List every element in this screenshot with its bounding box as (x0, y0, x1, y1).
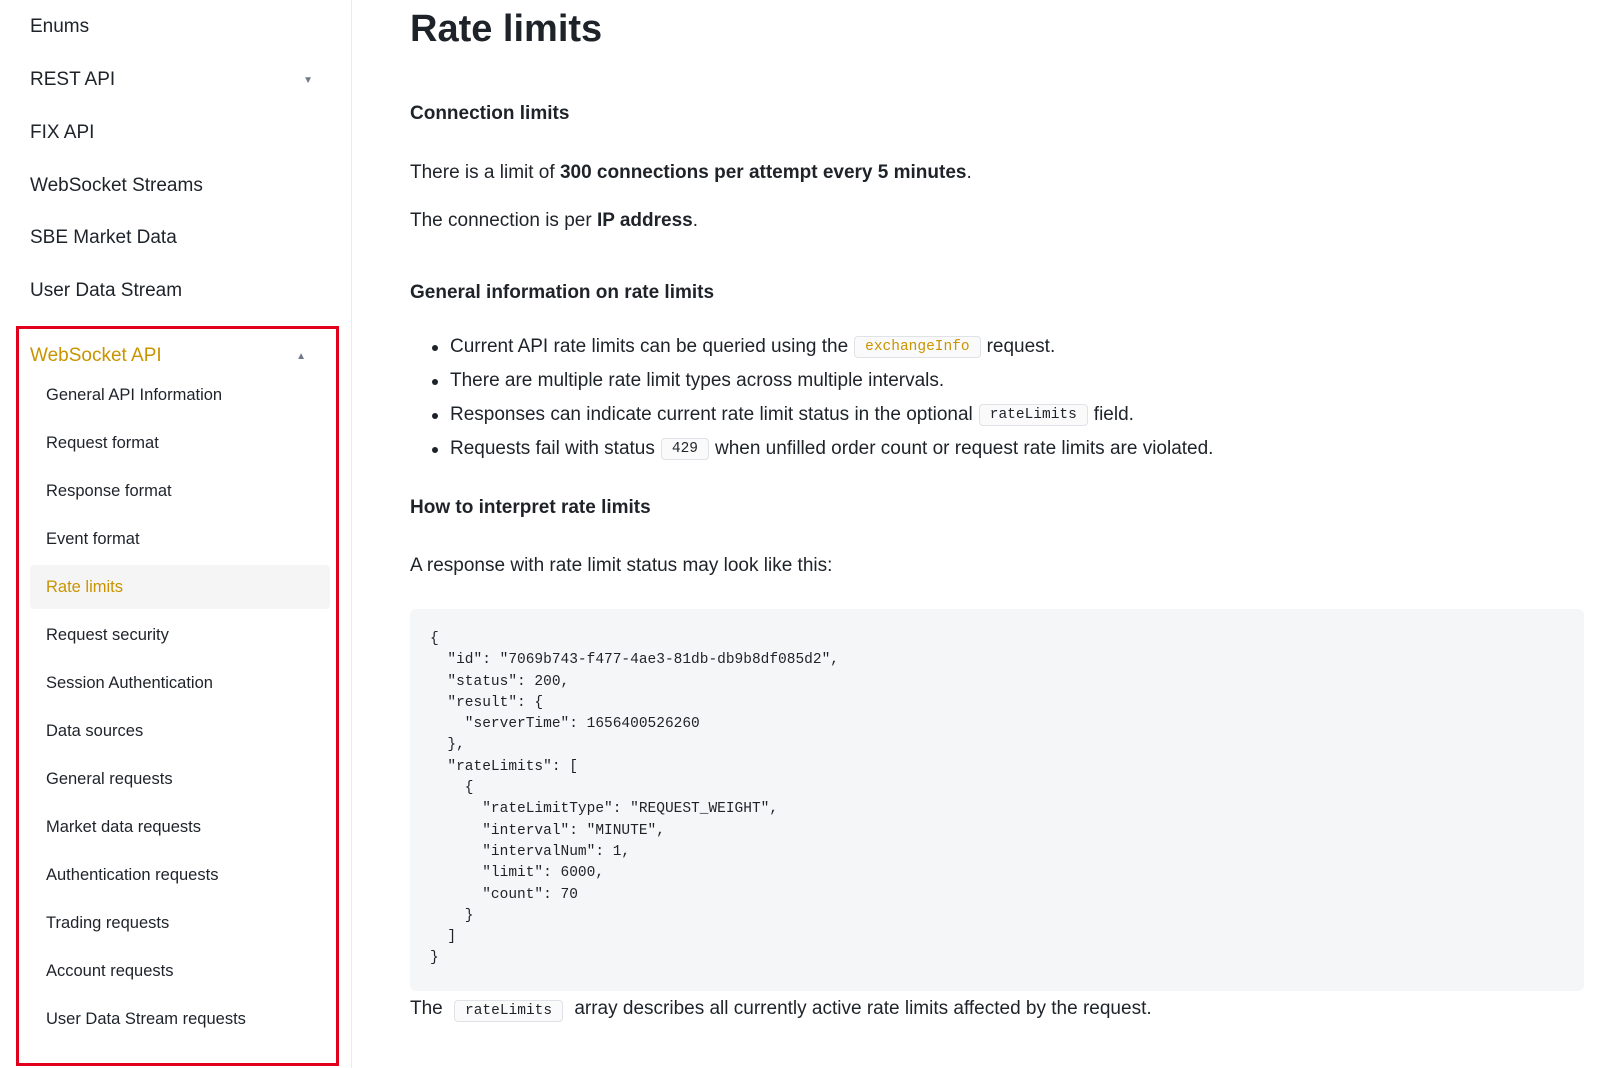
text: The (410, 998, 443, 1019)
sidebar-subitem-data-sources[interactable] (30, 709, 330, 753)
sidebar-subitem-label: Request security (46, 625, 169, 644)
rate-limit-bullet-list (432, 330, 1213, 466)
text: field. (1093, 404, 1134, 425)
paragraph-connection-per-ip (410, 210, 698, 232)
sidebar-subitem-label: Event format (46, 529, 140, 548)
text: There is a limit of (410, 162, 560, 183)
inline-code: 429 (661, 438, 709, 460)
sidebar-item-label: FIX API (30, 122, 95, 143)
paragraph-connection-limit (410, 162, 972, 184)
sidebar-subitem-label: Rate limits (46, 577, 124, 596)
sidebar-item-sbe-market-data[interactable] (30, 218, 321, 258)
chevron-down-icon[interactable]: ▼ (303, 74, 313, 86)
sidebar-subitem-market-data-requests[interactable] (30, 805, 330, 849)
sidebar-subitem-label: General API Information (46, 385, 223, 404)
chevron-up-icon[interactable]: ▲ (296, 350, 306, 362)
sidebar-subitem-general-requests[interactable] (30, 757, 330, 801)
sidebar-subitem-request-format[interactable] (30, 421, 330, 465)
inline-code: rateLimits (979, 404, 1088, 426)
text: Requests fail with status (450, 438, 655, 459)
sidebar-subitem-label: General requests (46, 769, 173, 788)
text: array describes all currently active rate limits affected by the request. (574, 998, 1152, 1019)
sidebar-subitem-account-requests[interactable] (30, 949, 330, 993)
sidebar-subitem-response-format[interactable] (30, 469, 330, 513)
sidebar-subitem-label: Session Authentication (46, 673, 213, 692)
sidebar-item-user-data-stream[interactable] (30, 271, 321, 311)
sidebar-item-label: User Data Stream (30, 280, 183, 301)
sidebar-item-label: SBE Market Data (30, 227, 177, 248)
heading-how-to-interpret: How to interpret rate limits (410, 497, 651, 518)
text: Current API rate limits can be queried using the (450, 336, 849, 357)
sidebar-item-websocket-api[interactable] (30, 339, 314, 373)
text: Responses can indicate current rate limit status in the optional (450, 404, 973, 425)
sidebar-subitem-label: Account requests (46, 961, 174, 980)
paragraph-ratelimits-array (410, 998, 1152, 1020)
list-item (432, 330, 1213, 364)
list-item (432, 398, 1213, 432)
sidebar-subitem-event-format[interactable] (30, 517, 330, 561)
text: . (692, 210, 698, 231)
sidebar-subitem-label: Response format (46, 481, 172, 500)
sidebar-item-rest-api[interactable] (30, 60, 321, 100)
text: There are multiple rate limit types across multiple intervals. (450, 370, 945, 391)
sidebar-item-enums[interactable] (30, 7, 321, 47)
sidebar-subitem-general-api-information[interactable] (30, 373, 330, 417)
websocket-api-section-highlight (16, 326, 339, 1066)
sidebar-subitem-session-authentication[interactable] (30, 661, 330, 705)
sidebar-subitem-rate-limits[interactable] (30, 565, 330, 609)
sidebar-subitem-user-data-stream-requests[interactable] (30, 997, 330, 1041)
text: The connection is per (410, 210, 597, 231)
sidebar-subitem-label: Trading requests (46, 913, 170, 932)
bold-text: 300 connections per attempt every 5 minutes (559, 162, 967, 183)
sidebar-subitem-label: Market data requests (46, 817, 201, 836)
sidebar-item-label: WebSocket API (30, 345, 162, 366)
text: request. (986, 336, 1056, 357)
list-item (432, 364, 1213, 398)
text: . (966, 162, 972, 183)
sidebar-item-fix-api[interactable] (30, 113, 321, 153)
inline-code: rateLimits (454, 1000, 563, 1022)
sidebar-subitem-request-security[interactable] (30, 613, 330, 657)
list-item (432, 432, 1213, 466)
sidebar-subitem-label: Data sources (46, 721, 144, 740)
bold-text: IP address (596, 210, 693, 231)
sidebar-item-websocket-streams[interactable] (30, 166, 321, 206)
sidebar-subitem-trading-requests[interactable] (30, 901, 330, 945)
sidebar-item-label: WebSocket Streams (30, 175, 203, 196)
main-content (410, 0, 1590, 1068)
sidebar-subitem-label: User Data Stream requests (46, 1009, 246, 1028)
sidebar-subitem-label: Request format (46, 433, 159, 452)
heading-general-information: General information on rate limits (410, 282, 715, 303)
sidebar-item-label: REST API (30, 69, 116, 90)
sidebar-subitem-authentication-requests[interactable] (30, 853, 330, 897)
code-block[interactable] (410, 609, 1584, 991)
text: when unfilled order count or request rate limits are violated. (714, 438, 1214, 459)
sidebar-subitem-label: Authentication requests (46, 865, 219, 884)
paragraph-response-intro: A response with rate limit status may look like this: (410, 555, 833, 576)
code-block-content: { "id": "7069b743-f477-4ae3-81db-db9b8df085d2", "status": 200, "result": { "serverTime": 1656400526260 }, "rateLimits": [ { "rateLimitType": "REQUEST_WEIGHT", "interval": "MINUTE", "intervalNum": 1, "limit": 6000, "count": 70 } ] } (430, 631, 839, 967)
sidebar-item-label: Enums (30, 16, 90, 37)
heading-connection-limits: Connection limits (410, 103, 570, 124)
page-title: Rate limits (410, 8, 603, 50)
sidebar-nav (0, 0, 352, 1068)
exchangeinfo-link[interactable]: exchangeInfo (854, 336, 980, 358)
